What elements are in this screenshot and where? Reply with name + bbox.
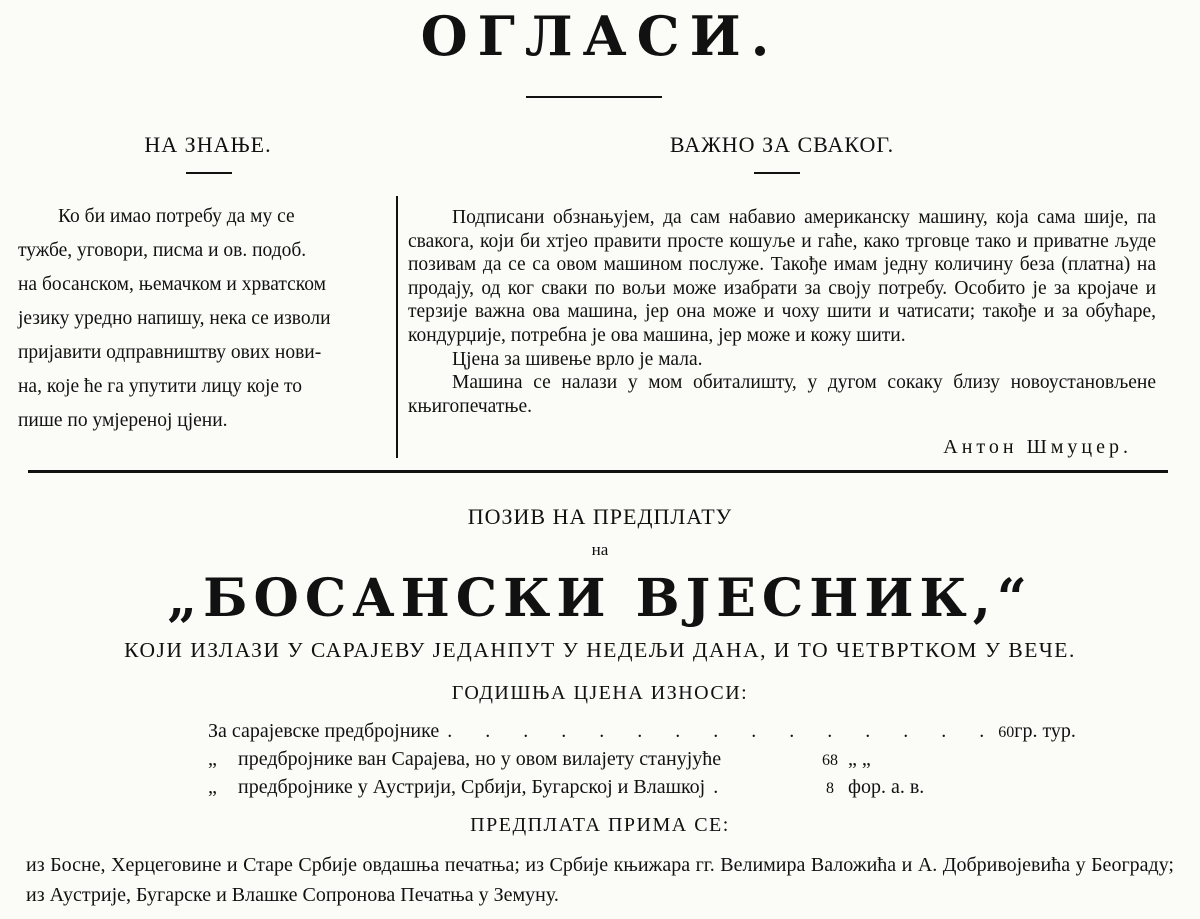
- right-column-title: ВАЖНО ЗА СВАКОГ.: [669, 132, 895, 157]
- price-amount: 68: [822, 752, 838, 769]
- price-row: [208, 776, 968, 799]
- left-line: пише по умјереној цјени.: [18, 410, 228, 431]
- left-column-title: НА ЗНАЊЕ.: [144, 132, 272, 157]
- left-title-rule: [186, 172, 232, 174]
- left-column-body: [18, 200, 390, 438]
- price-amount: 60: [998, 724, 1015, 741]
- newspaper-name: „БОСАНСКИ ВJЕСНИК,“: [167, 568, 1033, 629]
- right-paragraph: Подписани обзнањујем, да сам набавио американску машину, која сама шије, па свакога, који би хтјео правити простe кошуље и гаће, како трговце тако и приватне људе позивам да се са овом машином послуже. Такође имам једну количину беза (платна) на продају, од ког сваки по вољи може изабрати за своју потребу. Особито је за кројаче и терзије важна ова машина, јер она може и чоху шити и чатисати; такође и за обућаре, кондурџије, потребна је ова машина, јер може и кожу шити.: [408, 207, 1156, 346]
- column-divider: [396, 196, 398, 458]
- price-label: предбројнике у Аустрији, Србији, Бугарској и Влашкој: [238, 776, 706, 798]
- leader-dots: . . . . . . . . . . . . . . .: [447, 720, 999, 742]
- issue-line: КОЈИ ИЗЛАЗИ У САРАЈЕВУ ЈЕДАНПУТ У НЕДЕЉИ ДАНА, И ТО ЧЕТВРТКОМ У ВЕЧЕ.: [124, 638, 1076, 662]
- masthead-rule: [526, 96, 662, 98]
- left-line: језику уредно напишу, нека се изволи: [18, 308, 331, 329]
- price-row: [208, 720, 1076, 743]
- ditto-mark: „: [208, 748, 217, 770]
- left-line: на босанском, њемачком и хрватском: [18, 274, 326, 295]
- left-line: пријавити одправништву ових нови-: [18, 342, 322, 363]
- accept-text: из Босне, Херцеговине и Старе Србије овдашња печатња; из Србије књижара гг. Велимира Валожића и А. Добривојевића у Београду; из Аустрије, Бугарске и Влашке Сопронова Печатња у Земуну.: [26, 854, 1174, 906]
- accept-title: ПРЕДПЛАТА ПРИМА СЕ:: [470, 814, 730, 836]
- section-divider: [28, 470, 1168, 473]
- masthead-title: ОГЛАСИ.: [420, 4, 780, 68]
- subscription-title: ПОЗИВ НА ПРЕДПЛАТУ: [467, 504, 733, 529]
- left-line: на, које ће га упутити лицу које то: [18, 376, 302, 397]
- right-title-rule: [754, 172, 800, 174]
- subscription-on: на: [591, 540, 609, 559]
- left-line: тужбе, уговори, писма и ов. подоб.: [18, 240, 307, 261]
- price-title: ГОДИШЊА ЦЈЕНА ИЗНОСИ:: [451, 682, 749, 704]
- left-line: Ко би имао потребу да му се: [58, 206, 295, 227]
- ditto-mark: „: [208, 776, 217, 798]
- price-unit: гр. тур.: [1014, 720, 1076, 742]
- price-unit: фор. а. в.: [848, 776, 925, 798]
- price-label: За сарајевске предбројнике: [208, 720, 440, 742]
- leader-dots: .: [713, 776, 733, 798]
- signature: Антон Шмуцер.: [943, 436, 1132, 458]
- price-row: [208, 748, 968, 771]
- price-amount: 8: [826, 780, 834, 797]
- right-paragraph: Машина се налази у мом обиталишту, у дугом сокаку близу новоустановљене књигопечатње.: [408, 372, 1156, 417]
- price-label: предбројнике ван Сарајева, но у овом вилајету станујуће: [238, 748, 722, 770]
- right-column-body: [408, 206, 1156, 418]
- right-paragraph: Цјена за шивење врло је мала.: [452, 348, 703, 370]
- price-unit: „ „: [848, 748, 871, 770]
